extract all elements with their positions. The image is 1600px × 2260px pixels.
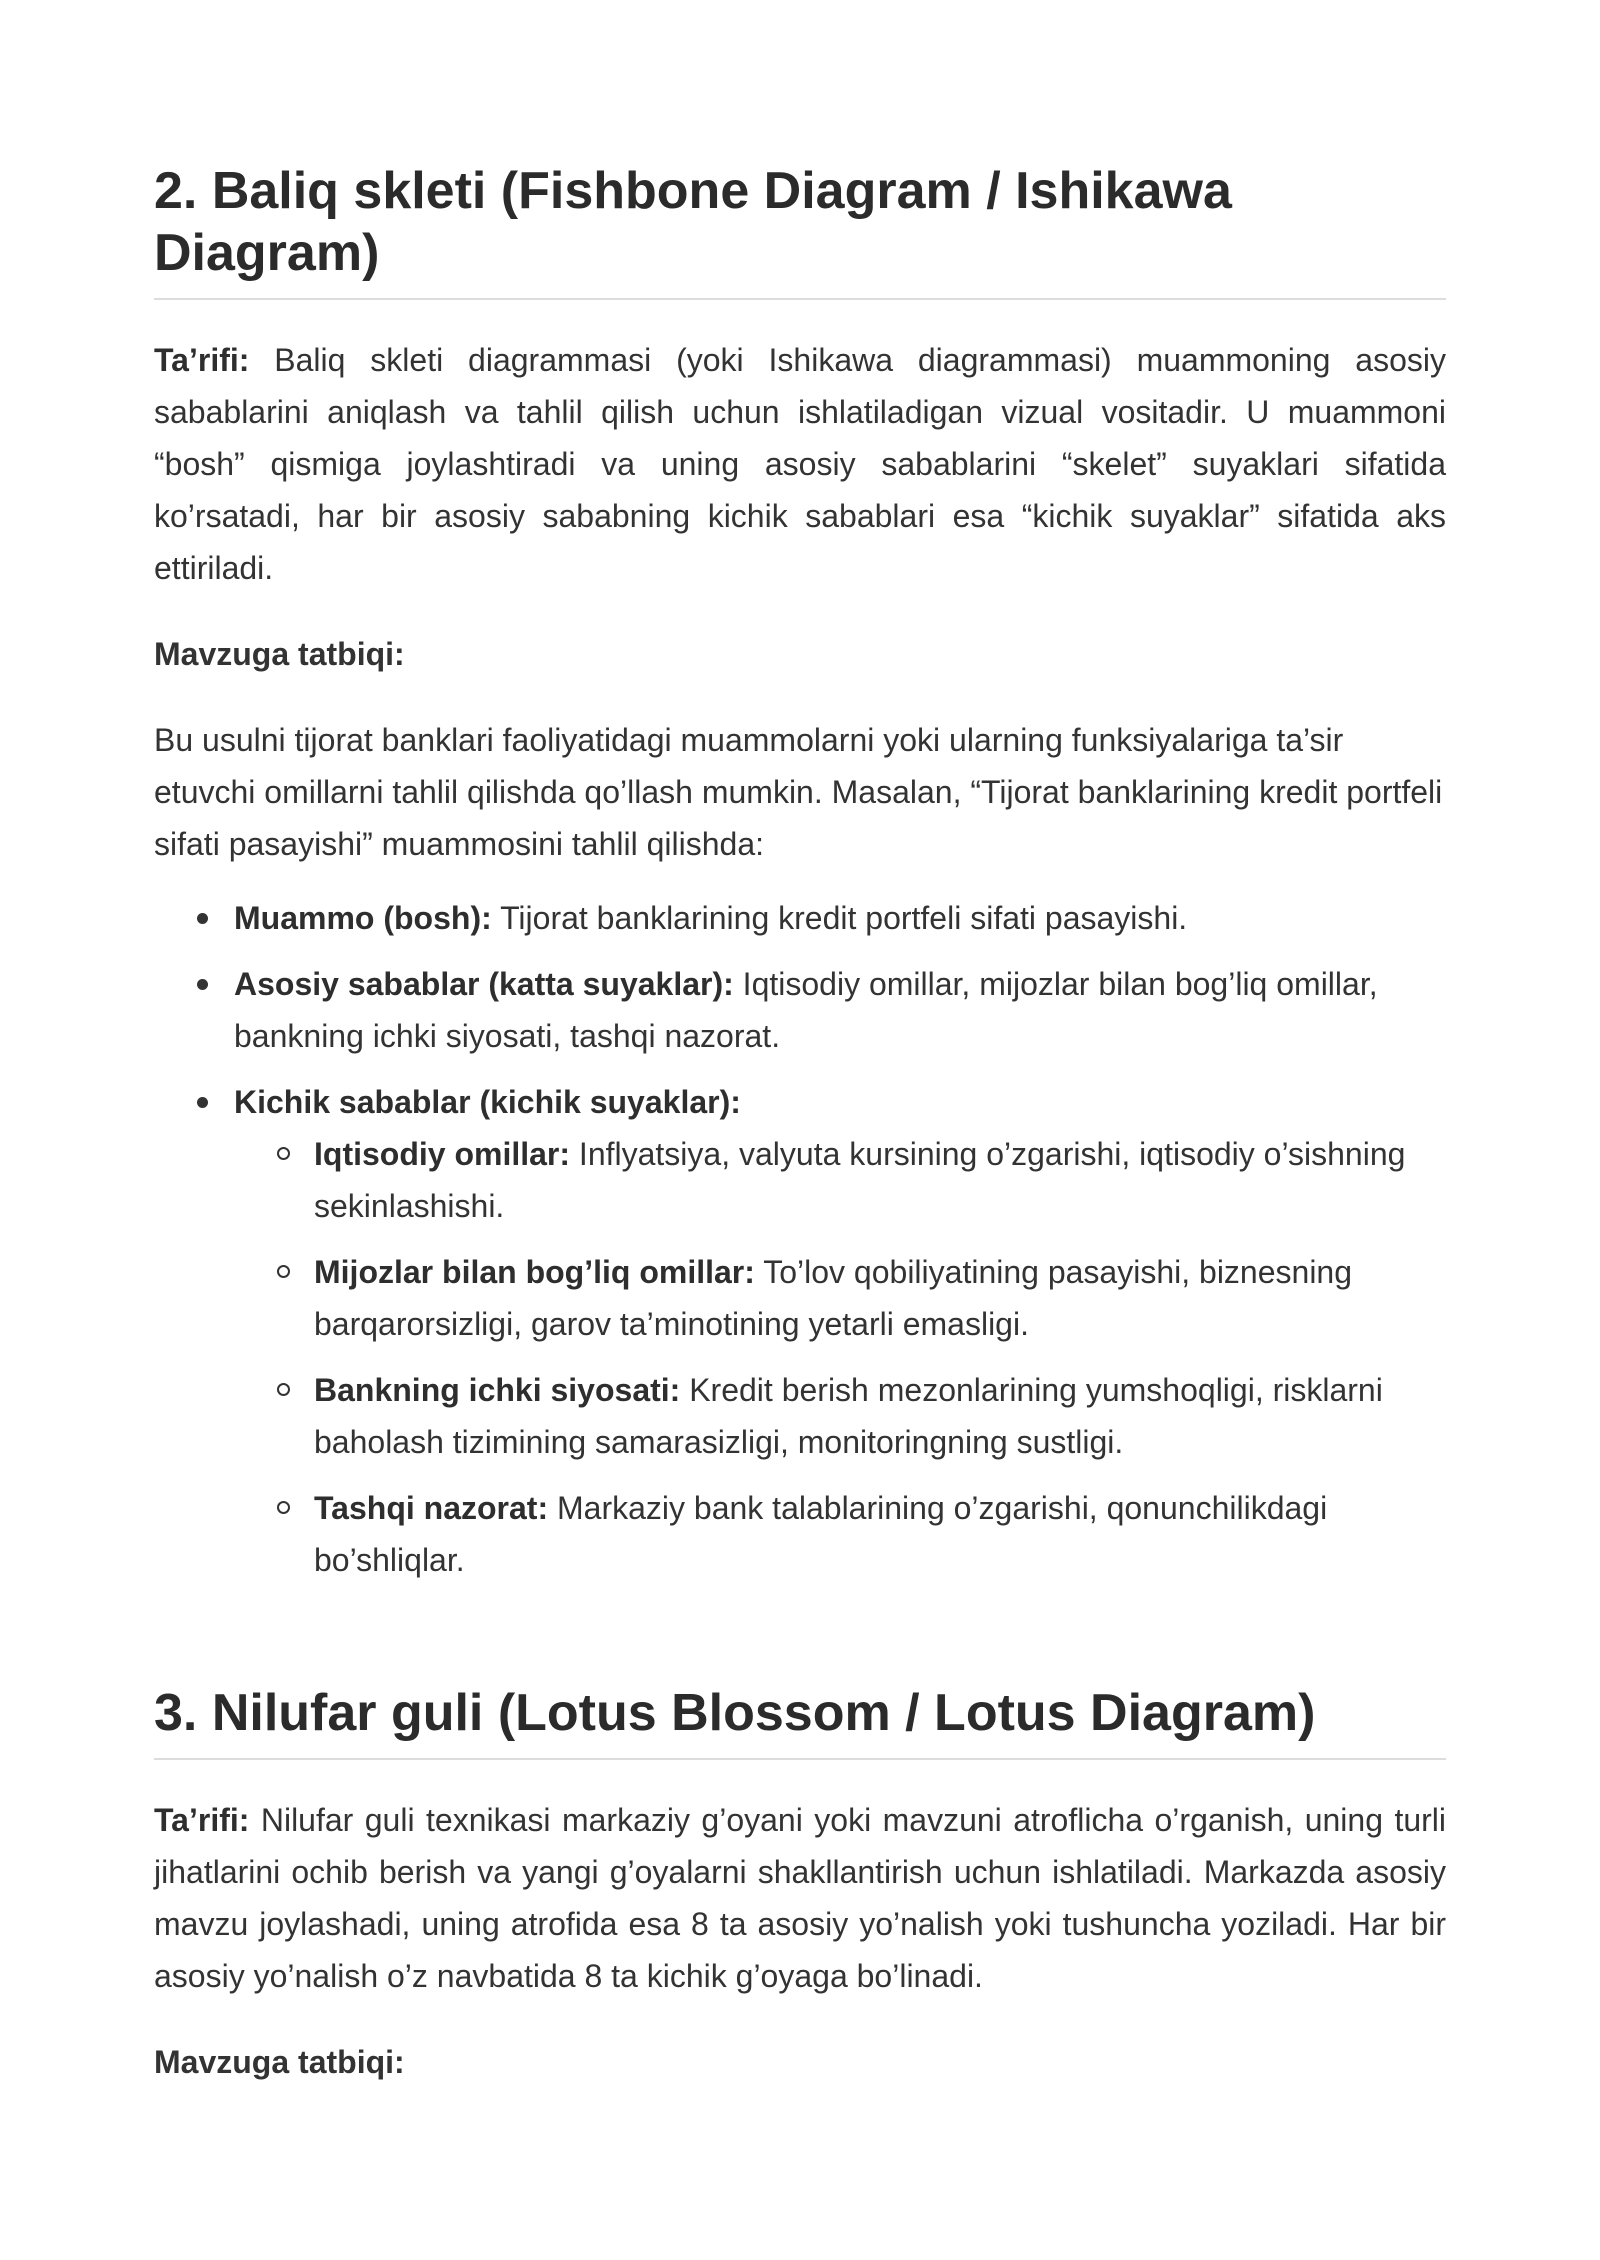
sub-list-item-label: Tashqi nazorat: — [314, 1490, 549, 1526]
sub-list-item-text: Markaziy bank talablarining o’zgarishi, qonunchilikdagi bo’shliqlar. — [314, 1490, 1328, 1578]
sub-list-item-label: Mijozlar bilan bog’liq omillar: — [314, 1254, 755, 1290]
sub-list-item — [314, 1246, 1446, 1350]
sub-cause-list — [234, 1128, 1446, 1586]
section-3-definition — [154, 1794, 1446, 2002]
section-2-definition — [154, 334, 1446, 594]
definition-label: Ta’rifi: — [154, 342, 250, 378]
section-2-title: 2. Baliq skleti (Fishbone Diagram / Ishikawa Diagram) — [154, 0, 1446, 300]
sub-list-item-label: Bankning ichki siyosati: — [314, 1372, 681, 1408]
list-item — [234, 1076, 1446, 1586]
list-item — [234, 892, 1446, 944]
sub-list-item — [314, 1482, 1446, 1586]
list-item-text: Tijorat banklarining kredit portfeli sifati pasayishi. — [491, 900, 1188, 936]
list-item-text: Iqtisodiy omillar, mijozlar bilan bog’liq omillar, bankning ichki siyosati, tashqi nazorat. — [234, 966, 1378, 1054]
sub-list-item-text: Inflyatsiya, valyuta kursining o’zgarishi, iqtisodiy o’sishning sekinlashishi. — [314, 1136, 1406, 1224]
sub-list-item-text: To’lov qobiliyatining pasayishi, biznesning barqarorsizligi, garov ta’minotining yetarli emasligi. — [314, 1254, 1353, 1342]
definition-text: Nilufar guli texnikasi markaziy g’oyani yoki mavzuni atroflicha o’rganish, uning turli jihatlarini ochib berish va yangi g’oyalarni shakllantirish uchun ishlatiladi. Markazda asosiy mavzu joylashadi, uning atrofida esa 8 ta asosiy yo’nalish yoki tushuncha yoziladi. Har bir asosiy yo’nalish o’z navbatida 8 ta kichik g’oyaga bo’linadi. — [154, 1802, 1446, 1994]
sub-list-item — [314, 1364, 1446, 1468]
section-2-application-heading: Mavzuga tatbiqi: — [154, 636, 405, 672]
list-item-label: Asosiy sabablar (katta suyaklar): — [234, 966, 734, 1002]
cause-list — [154, 892, 1446, 1586]
definition-text: Baliq skleti diagrammasi (yoki Ishikawa diagrammasi) muammoning asosiy sabablarini aniqlash va tahlil qilish uchun ishlatiladigan vizual vositadir. U muammoni “bosh” qismiga joylashtiradi va uning asosiy sabablarini “skelet” suyaklari sifatida ko’rsatadi, har bir asosiy sababning kichik sabablari esa “kichik suyaklar” sifatida aks ettiriladi. — [154, 342, 1446, 586]
section-2-application-text: Bu usulni tijorat banklari faoliyatidagi muammolarni yoki ularning funksiyalariga ta’sir etuvchi omillarni tahlil qilishda qo’llash mumkin. Masalan, “Tijorat banklarining kredit portfeli sifati pasayishi” muammosini tahlil qilishda: — [154, 722, 1443, 862]
definition-label: Ta’rifi: — [154, 1802, 250, 1838]
list-item — [234, 958, 1446, 1062]
section-3-application-heading: Mavzuga tatbiqi: — [154, 2044, 405, 2080]
section-3-title: 3. Nilufar guli (Lotus Blossom / Lotus Diagram) — [154, 1682, 1446, 1760]
list-item-label: Muammo (bosh): — [234, 900, 492, 936]
sub-list-item-label: Iqtisodiy omillar: — [314, 1136, 571, 1172]
sub-list-item-text: Kredit berish mezonlarining yumshoqligi, risklarni baholash tizimining samarasizligi, monitoringning sustligi. — [314, 1372, 1383, 1460]
sub-list-item — [314, 1128, 1446, 1232]
list-item-label: Kichik sabablar (kichik suyaklar): — [234, 1084, 741, 1120]
